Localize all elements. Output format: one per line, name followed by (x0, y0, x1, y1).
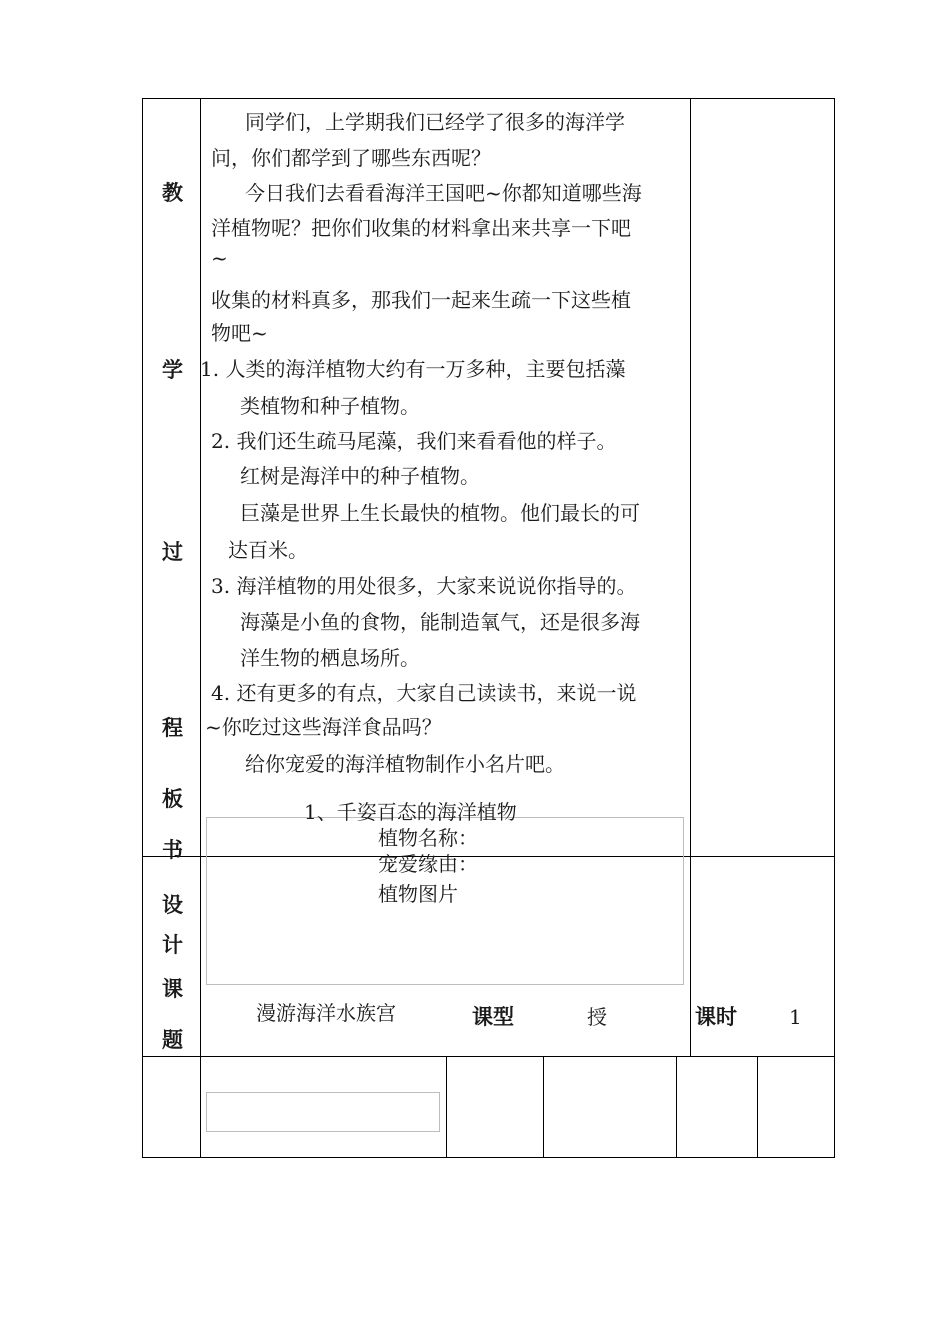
bottom-row-divider-1 (446, 1057, 447, 1158)
process-line-6: 收集的材料真多，那我们一起来生疏一下这些植 (211, 288, 631, 312)
label-jiao: 教 (162, 181, 183, 205)
lesson-title: 漫游海洋水族宫 (256, 1001, 396, 1025)
label-guo: 过 (162, 540, 183, 564)
board-reason-label: 宠爱缘由： (378, 852, 478, 876)
table-right-border (834, 98, 835, 1158)
notes-column-divider (690, 98, 691, 1057)
info-row-divider (142, 1056, 835, 1057)
label-ban: 板 (162, 787, 183, 811)
process-line-3: 今日我们去看看海洋王国吧~你都知道哪些海 (245, 181, 642, 205)
process-line-7: 物吧~ (211, 321, 268, 345)
process-line-14: 3. 海洋植物的用处很多，大家来说说你指导的。 (211, 574, 637, 598)
process-line-1: 同学们，上学期我们已经学了很多的海洋学 (245, 110, 625, 134)
label-she: 设 (162, 893, 183, 917)
label-ti: 题 (162, 1028, 183, 1052)
process-line-16: 洋生物的栖息场所。 (240, 646, 420, 670)
process-line-15: 海藻是小鱼的食物，能制造氧气，还是很多海 (240, 610, 640, 634)
label-shu: 书 (162, 838, 183, 862)
bottom-row-divider-3 (676, 1057, 677, 1158)
table-left-border (142, 98, 143, 1158)
label-cheng: 程 (162, 716, 183, 740)
lesson-hours-value: 1 (789, 1005, 802, 1029)
process-line-19: 给你宠爱的海洋植物制作小名片吧。 (245, 752, 565, 776)
bottom-row-divider-4 (757, 1057, 758, 1158)
process-line-12: 巨藻是世界上生长最快的植物。他们最长的可 (240, 501, 640, 525)
empty-cell-frame (206, 1092, 440, 1132)
label-ji: 计 (162, 933, 183, 957)
lesson-type-label: 课型 (472, 1005, 514, 1029)
lesson-hours-label: 课时 (695, 1005, 737, 1029)
process-line-4: 洋植物呢？把你们收集的材料拿出来共享一下吧 (211, 216, 631, 240)
process-line-11: 红树是海洋中的种子植物。 (240, 464, 480, 488)
process-line-18: ~你吃过这些海洋食品吗？ (205, 715, 442, 739)
board-name-label: 植物名称： (378, 826, 478, 850)
board-title: 1、千姿百态的海洋植物 (304, 800, 517, 824)
table-top-border (142, 98, 835, 99)
label-ke: 课 (162, 977, 183, 1001)
table-bottom-border (142, 1157, 835, 1158)
label-column-divider (200, 98, 201, 1158)
lesson-type-value: 授 (587, 1005, 607, 1029)
process-line-2: 问，你们都学到了哪些东西呢？ (211, 146, 491, 170)
bottom-row-divider-2 (543, 1057, 544, 1158)
process-line-9: 类植物和种子植物。 (240, 394, 420, 418)
process-line-13: 达百米。 (228, 538, 308, 562)
label-xue: 学 (162, 358, 183, 382)
board-picture-label: 植物图片 (378, 882, 458, 906)
process-line-8: 1. 人类的海洋植物大约有一万多种，主要包括藻 (200, 357, 626, 381)
process-line-5: ~ (211, 246, 228, 270)
process-line-17: 4. 还有更多的有点，大家自己读读书，来说一说 (211, 681, 637, 705)
process-line-10: 2. 我们还生疏马尾藻，我们来看看他的样子。 (211, 429, 617, 453)
